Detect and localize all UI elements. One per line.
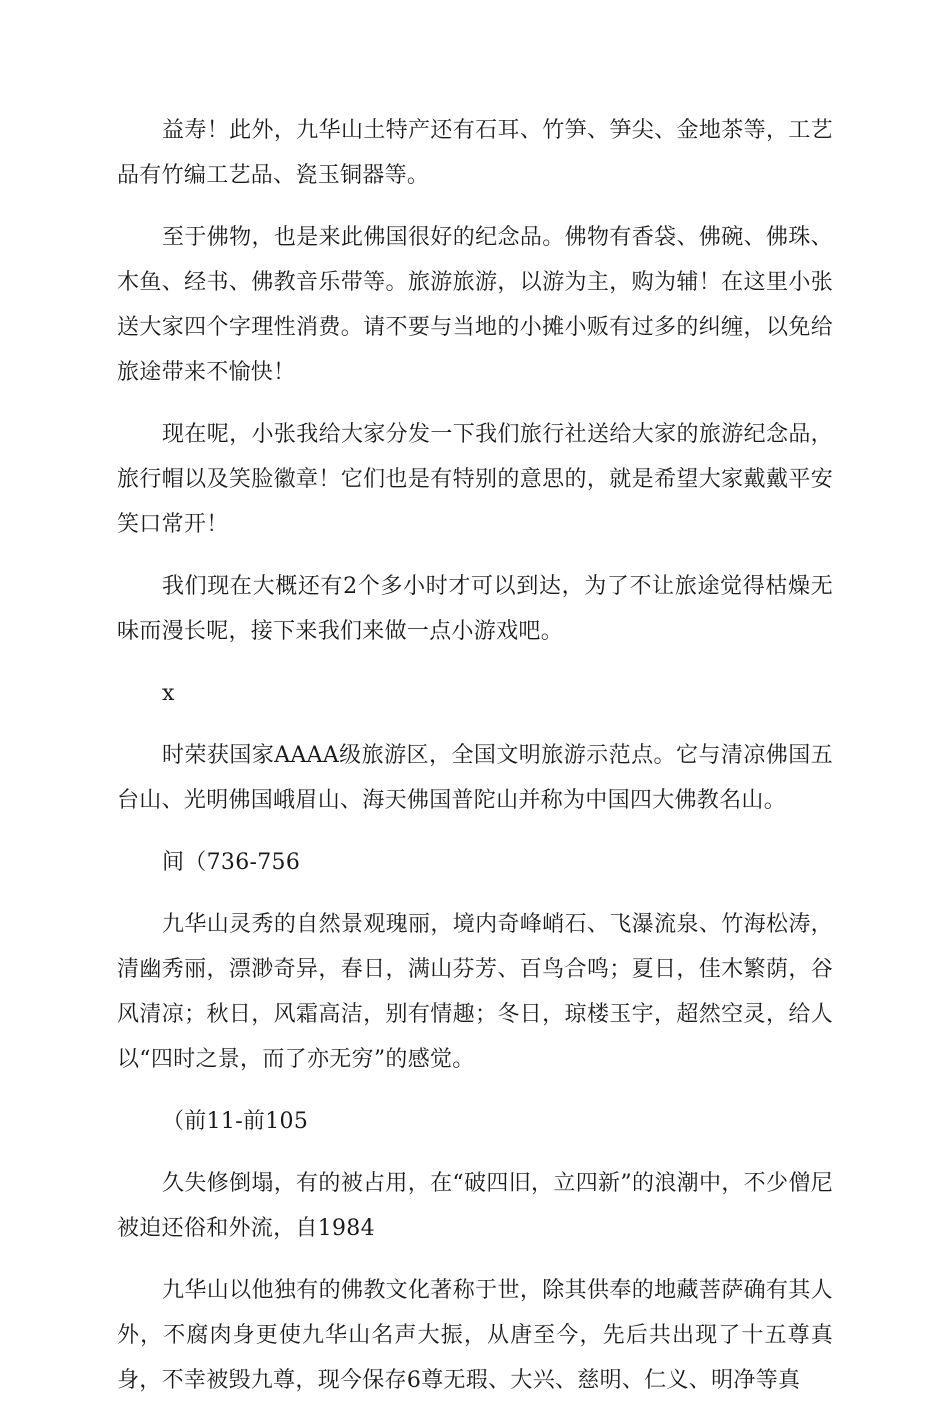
paragraph-award: 时荣获国家AAAA级旅游区，全国文明旅游示范点。它与清凉佛国五台山、光明佛国峨眉山、海天佛国普陀山并称为中国四大佛教名山。: [117, 743, 833, 813]
paragraph-buddhist-culture: 九华山以他独有的佛教文化著称于世，除其供奉的地藏菩萨确有其人外，不腐肉身更使九华山名声大振，从唐至今，先后共出现了十五尊真身，不幸被毁九尊，现今保存6尊无瑕、大兴、慈明、仁义、明净等真: [117, 1278, 833, 1393]
paragraph-buddhist-souvenirs: 至于佛物，也是来此佛国很好的纪念品。佛物有香袋、佛碗、佛珠、木鱼、经书、佛教音乐带等。旅游旅游，以游为主，购为辅！在这里小张送大家四个字理性消费。请不要与当地的小摊小贩有过多的纠缠，以免给旅途带来不愉快！: [117, 225, 833, 385]
paragraph-gifts: 现在呢，小张我给大家分发一下我们旅行社送给大家的旅游纪念品，旅行帽以及笑脸徽章！它们也是有特别的意思的，就是希望大家戴戴平安笑口常开！: [117, 422, 833, 537]
paragraph-travel-time: 我们现在大概还有2个多小时才可以到达，为了不让旅途觉得枯燥无味而漫长呢，接下来我们来做一点小游戏吧。: [117, 574, 833, 644]
paragraph-scenery: 九华山灵秀的自然景观瑰丽，境内奇峰峭石、飞瀑流泉、竹海松涛，清幽秀丽，漂渺奇异，春日，满山芬芳、百鸟合鸣；夏日，佳木繁荫，谷风清凉；秋日，风霜高洁，别有情趣；冬日，琼楼玉宇，超然空灵，给人以“四时之景，而了亦无穷”的感觉。: [117, 912, 833, 1072]
paragraph-era-fragment: 间（736-756: [162, 850, 301, 875]
paragraph-x: x: [162, 681, 175, 706]
paragraph-date-fragment: （前11-前105: [162, 1109, 309, 1134]
paragraph-history: 久失修倒塌，有的被占用，在“破四旧，立四新”的浪潮中，不少僧尼被迫还俗和外流，自1984: [117, 1171, 833, 1241]
document-body: [117, 108, 833, 1420]
paragraph-specialties: 益寿！此外，九华山土特产还有石耳、竹笋、笋尖、金地茶等，工艺品有竹编工艺品、瓷玉铜器等。: [117, 118, 833, 188]
